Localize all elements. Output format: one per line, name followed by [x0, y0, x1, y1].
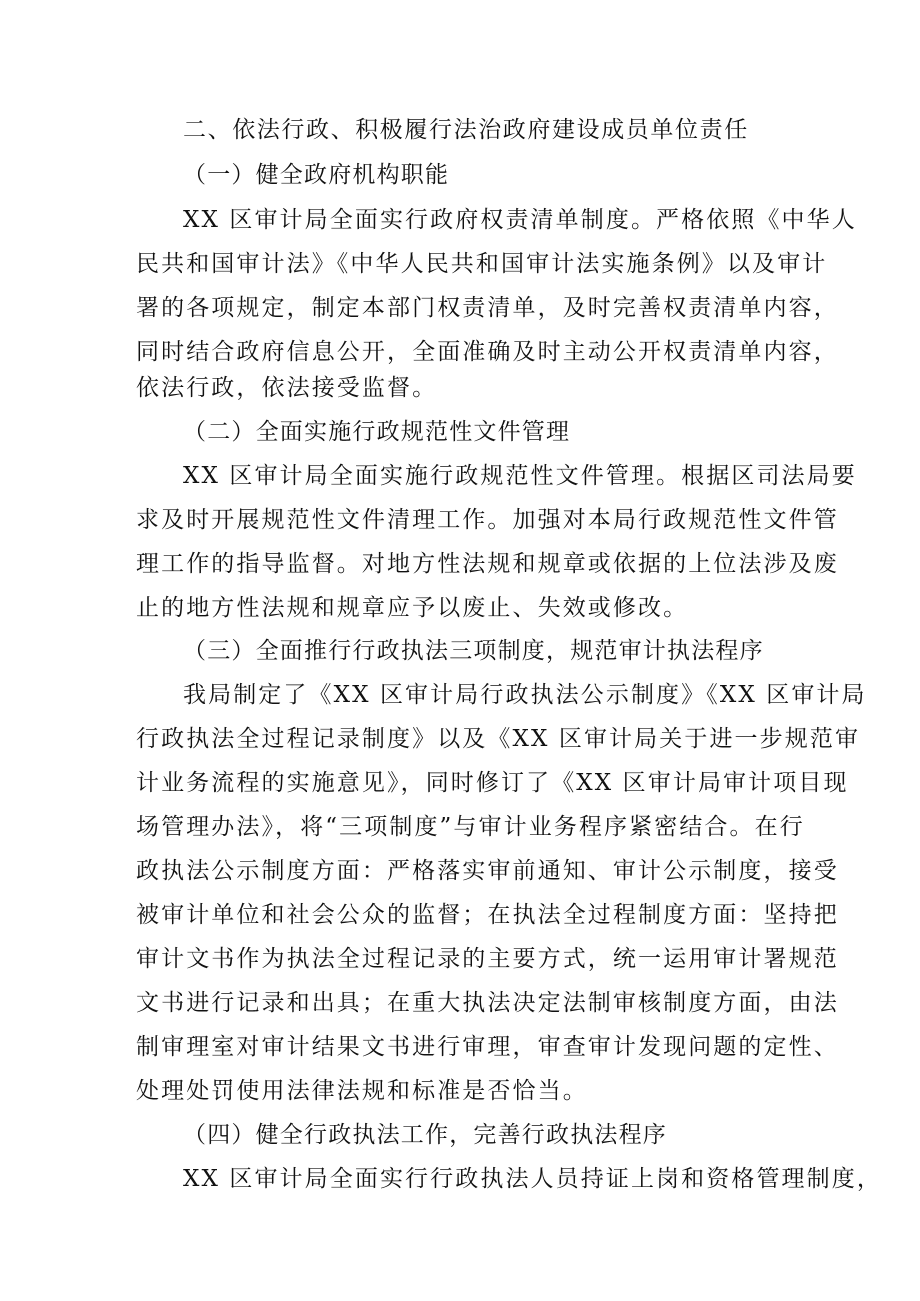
- subsection-3-line-2: 行政执法全过程记录制度》以及《XX 区审计局关于进一步规范审: [136, 726, 861, 752]
- subsection-1-line-2: 民共和国审计法》《中华人民共和国审计法实施条例》以及审计: [136, 251, 828, 277]
- subsection-2-line-1: XX 区审计局全面实施行政规范性文件管理。根据区司法局要: [183, 463, 857, 489]
- subsection-1-line-1: XX 区审计局全面实行政府权责清单制度。严格依照《中华人: [183, 207, 857, 233]
- subsection-3-line-5: 政执法公示制度方面：严格落实审前通知、审计公示制度，接受: [136, 858, 839, 884]
- subsection-3-line-7: 审计文书作为执法全过程记录的主要方式，统一运用审计署规范: [136, 946, 839, 972]
- subsection-2-heading: （二）全面实施行政规范性文件管理: [183, 419, 571, 445]
- subsection-4-heading: （四）健全行政执法工作，完善行政执法程序: [183, 1122, 667, 1148]
- subsection-3-line-1: 我局制定了《XX 区审计局行政执法公示制度》《XX 区审计局: [183, 682, 867, 708]
- subsection-3-line-6: 被审计单位和社会公众的监督；在执法全过程制度方面：坚持把: [136, 902, 839, 928]
- subsection-3-heading: （三）全面推行行政执法三项制度，规范审计执法程序: [183, 638, 764, 664]
- subsection-3-line-3: 计业务流程的实施意见》，同时修订了《XX 区审计局审计项目现: [136, 770, 849, 796]
- subsection-2-line-4: 止的地方性法规和规章应予以废止、失效或修改。: [136, 595, 689, 621]
- subsection-2-line-3: 理工作的指导监督。对地方性法规和规章或依据的上位法涉及废: [136, 551, 839, 577]
- subsection-4-line-1: XX 区审计局全面实行行政执法人员持证上岗和资格管理制度，: [183, 1166, 882, 1192]
- subsection-1-line-5: 依法行政，依法接受监督。: [136, 375, 438, 401]
- subsection-3-line-9: 制审理室对审计结果文书进行审理，审查审计发现问题的定性、: [136, 1034, 839, 1060]
- section-heading: 二、依法行政、积极履行法治政府建设成员单位责任: [183, 117, 749, 143]
- subsection-1-line-4: 同时结合政府信息公开，全面准确及时主动公开权责清单内容，: [136, 339, 839, 365]
- subsection-3-line-10: 处理处罚使用法律法规和标准是否恰当。: [136, 1078, 588, 1104]
- subsection-2-line-2: 求及时开展规范性文件清理工作。加强对本局行政规范性文件管: [136, 507, 839, 533]
- subsection-1-heading: （一）健全政府机构职能: [183, 162, 450, 188]
- subsection-1-line-3: 署的各项规定，制定本部门权责清单，及时完善权责清单内容，: [136, 295, 839, 321]
- subsection-3-line-4: 场管理办法》，将“三项制度”与审计业务程序紧密结合。在行: [136, 814, 805, 840]
- subsection-3-line-8: 文书进行记录和出具；在重大执法决定法制审核制度方面，由法: [136, 990, 839, 1016]
